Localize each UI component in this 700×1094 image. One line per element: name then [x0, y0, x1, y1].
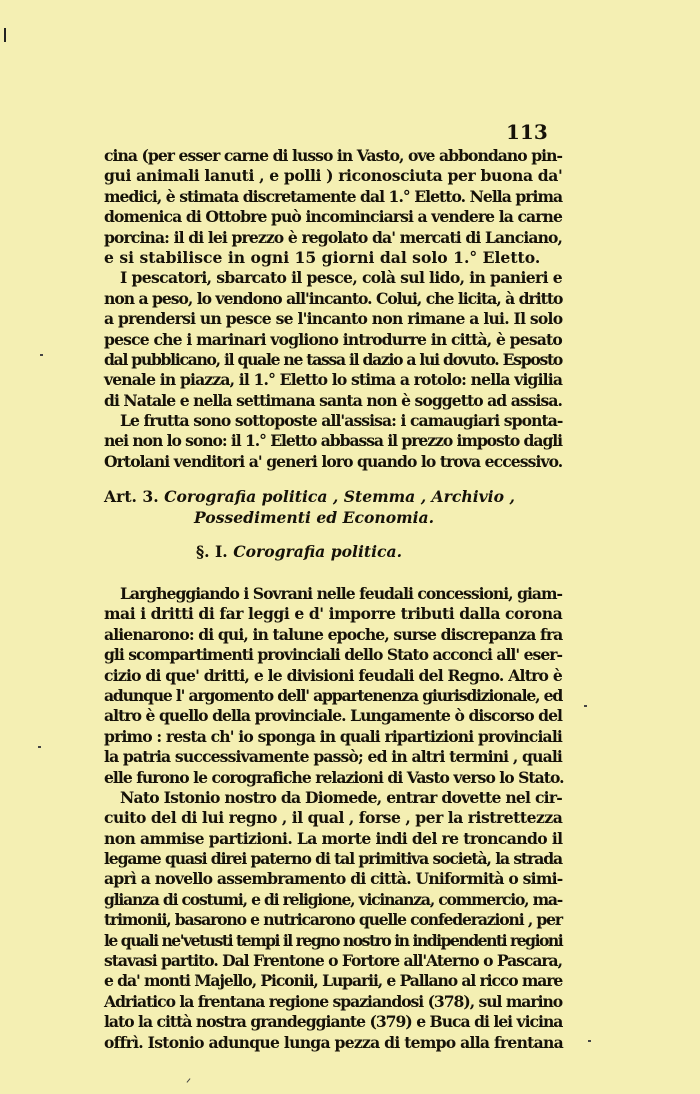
text-line: le quali ne'vetusti tempi il regno nostro in indipendenti regioni [104, 930, 563, 950]
section-number: §. I. [196, 542, 228, 561]
text-line: alienarono: di qui, in talune epoche, surse discrepanza fra [104, 624, 563, 644]
text-line: Nato Istonio nostro da Diomede, entrar dovette nel cir- [120, 787, 562, 807]
margin-mark [38, 746, 41, 748]
text-line: gui animali lanuti , e polli ) riconosciuta per buona da' [104, 166, 563, 186]
section-heading [196, 542, 654, 561]
text-line: aprì a novello assembramento di città. Uniformità o simi- [104, 869, 563, 889]
text-line: mai i dritti di far leggi e d' imporre tributi dalla corona [104, 604, 563, 624]
margin-mark [40, 354, 43, 356]
text-line: lato la città nostra grandeggiante (379) e Buca di lei vicina [104, 1012, 563, 1032]
text-line: offrì. Istonio adunque lunga pezza di tempo alla frentana [104, 1032, 563, 1052]
margin-mark [588, 1040, 591, 1042]
text-line: stavasi partito. Dal Frentone o Fortore all'Aterno o Pascara, [104, 951, 562, 971]
intro-paragraphs [104, 146, 562, 472]
text-line: e da' monti Majello, Piconii, Luparii, e Pallano al ricco mare [104, 971, 563, 991]
text-line: I pescatori, sbarcato il pesce, colà sul lido, in panieri e [120, 268, 562, 288]
text-line: altro è quello della provinciale. Lungamente ò discorso del [104, 706, 562, 726]
text-line: medici, è stimata discretamente dal 1.° Eletto. Nella prima [104, 186, 563, 206]
text-line: non a peso, lo vendono all'incanto. Colui, che licita, à dritto [104, 288, 563, 308]
page-number: 113 [506, 120, 548, 144]
text-line: cizio di que' dritti, e le divisioni feudali del Regno. Altro è [104, 665, 562, 685]
text-line: cuito del di lui regno , il qual , forse , per la ristrettezza [104, 808, 563, 828]
body-paragraphs [104, 584, 562, 1053]
text-line: primo : resta ch' io sponga in quali ripartizioni provinciali [104, 726, 562, 746]
text-line: e si stabilisce in ogni 15 giorni dal solo 1.° Eletto. [104, 247, 541, 267]
margin-mark [187, 1078, 191, 1082]
text-line: nei non lo sono: il 1.° Eletto abbassa il prezzo imposto dagli [104, 431, 562, 451]
margin-mark [4, 28, 6, 42]
text-line: trimonii, basarono e nutricarono quelle confederazioni , per [104, 910, 562, 930]
text-line: Largheggiando i Sovrani nelle feudali concessioni, giam- [120, 584, 562, 603]
text-line: a prendersi un pesce se l'incanto non rimane a lui. Il solo [104, 309, 563, 329]
text-line: Adriatico la frentana regione spaziandosi (378), sul marino [104, 991, 563, 1011]
text-line: Le frutta sono sottoposte all'assisa: i camaugiari sponta- [120, 411, 563, 431]
text-line: domenica di Ottobre può incominciarsi a vendere la carne [104, 207, 562, 227]
text-line: legame quasi direi paterno di tal primitiva società, la strada [104, 849, 562, 869]
text-line: glianza di costumi, e di religione, vicinanza, commercio, ma- [104, 889, 563, 909]
text-line: la patria successivamente passò; ed in altri termini , quali [104, 747, 562, 767]
article-heading [104, 486, 562, 528]
text-line: adunque l' argomento dell' appartenenza giurisdizionale, ed [104, 685, 563, 705]
text-line: gli scompartimenti provinciali dello Stato acconci all' eser- [104, 645, 562, 665]
article-title-line: Corografia politica , Stemma , Archivio , [164, 487, 515, 506]
text-line: elle furono le corografiche relazioni di Vasto verso lo Stato. [104, 767, 564, 787]
margin-mark [584, 705, 587, 707]
article-number: Art. 3. [104, 487, 159, 506]
section-title: Corografia politica. [233, 542, 403, 561]
text-line: Ortolani venditori a' generi loro quando lo trova eccessivo. [104, 451, 563, 471]
text-line: porcina: il di lei prezzo è regolato da' mercati di Lanciano, [104, 227, 563, 247]
text-line: di Natale e nella settimana santa non è soggetto ad assisa. [104, 390, 562, 410]
text-line: dal pubblicano, il quale ne tassa il dazio a lui dovuto. Esposto [104, 349, 562, 369]
article-title-line: Possedimenti ed Economia. [194, 508, 435, 527]
text-line: cina (per esser carne di lusso in Vasto, ove abbondano pin- [104, 146, 562, 165]
text-line: pesce che i marinari vogliono introdurre in città, è pesato [104, 329, 562, 349]
text-line: venale in piazza, il 1.° Eletto lo stima a rotolo: nella vigilia [104, 370, 563, 390]
text-line: non ammise partizioni. La morte indi del re troncando il [104, 828, 563, 848]
